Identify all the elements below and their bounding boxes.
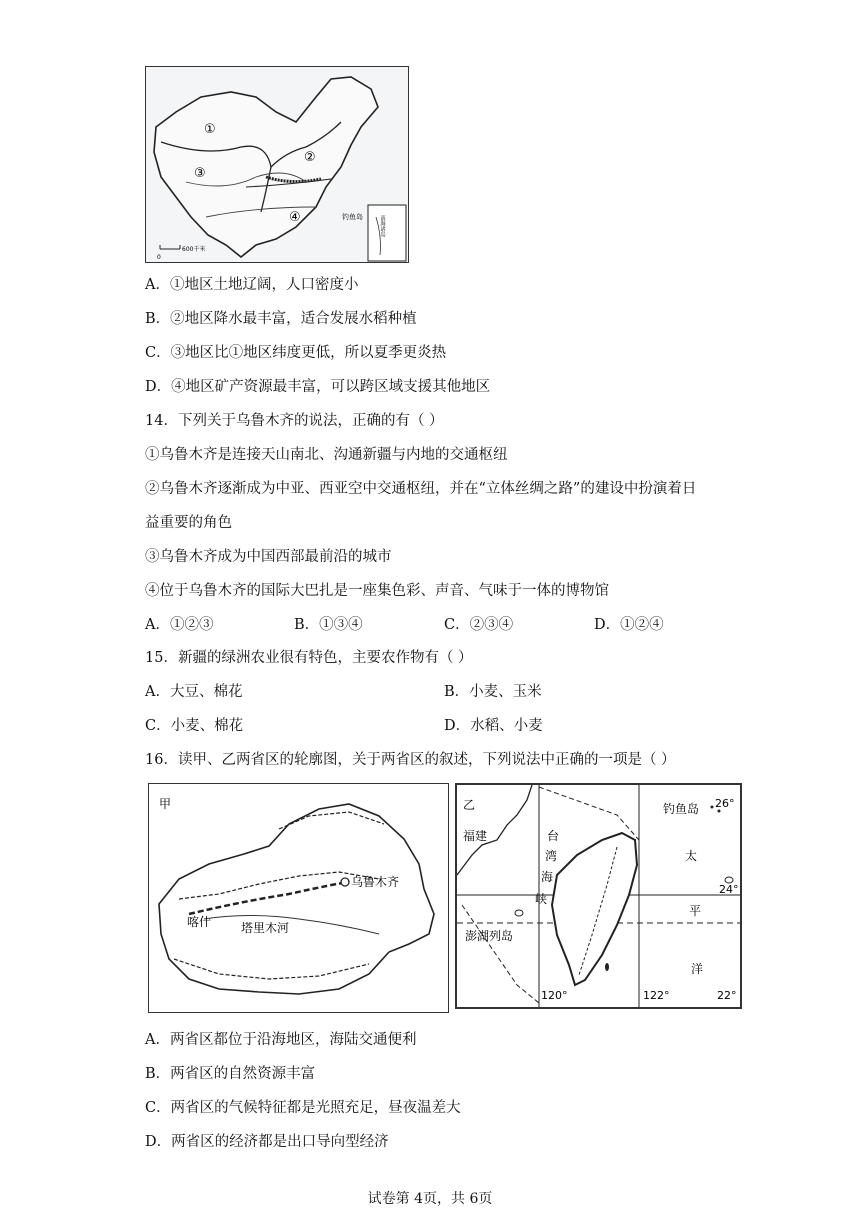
scale-end: 600千米: [182, 246, 206, 253]
region-2-label: ②: [304, 150, 316, 165]
map-yi-strait-4: 峡: [535, 892, 548, 906]
q15-option-c: C．小麦、棉花: [145, 718, 244, 734]
q14-option-c: C．②③④: [444, 617, 514, 633]
q14-item-2: ②乌鲁木齐逐渐成为中亚、西亚空中交通枢纽，并在“立体丝绸之路”的建设中扮演着日: [145, 481, 697, 497]
map-yi-strait-3: 海: [541, 870, 554, 884]
map-yi-ocean-2: 平: [689, 904, 702, 918]
region-4-label: ④: [289, 210, 301, 225]
q13-option-c: C．③地区比①地区纬度更低，所以夏季更炎热: [145, 345, 447, 361]
map-jia-kashgar-label: 喀什: [187, 915, 212, 929]
map-jia-title: 甲: [159, 797, 172, 811]
q15-option-b: B．小麦、玉米: [444, 684, 542, 700]
map-yi-penghu-label: 澎湖列岛: [465, 929, 514, 943]
map-yi-taiwan: [455, 783, 742, 1009]
q14-option-b: B．①③④: [294, 617, 363, 633]
region-3-label: ③: [194, 166, 206, 181]
map-yi-title: 乙: [463, 798, 476, 812]
region-1-label: ①: [204, 122, 216, 137]
map-yi-lon-120: 120°: [541, 989, 568, 1002]
map-yi-strait-1: 台: [547, 829, 560, 843]
q14-stem: 14．下列关于乌鲁木齐的说法，正确的有（ ）: [145, 413, 444, 429]
q16-option-d: D．两省区的经济都是出口导向型经济: [145, 1134, 389, 1150]
scale-start: 0: [157, 254, 161, 261]
q14-item-4: ④位于乌鲁木齐的国际大巴扎是一座集色彩、声音、气味于一体的博物馆: [145, 583, 609, 599]
map-yi-lon-122: 122°: [643, 989, 670, 1002]
diaoyu-island-label: 钓鱼岛: [342, 213, 363, 221]
map-jia-tarim-river-label: 塔里木河: [241, 921, 290, 935]
q13-option-b: B．②地区降水最丰富，适合发展水稻种植: [145, 311, 417, 327]
map-yi-ocean-1: 太: [685, 849, 698, 863]
map-jia-urumqi-label: 乌鲁木齐: [351, 875, 400, 889]
q14-option-a: A．①②③: [145, 617, 214, 633]
q16-option-c: C．两省区的气候特征都是光照充足，昼夜温差大: [145, 1100, 461, 1116]
map-yi-strait-2: 湾: [545, 849, 558, 863]
map-yi-diaoyu-label: 钓鱼岛: [663, 802, 700, 816]
q14-item-2-cont: 益重要的角色: [145, 515, 232, 531]
map-yi-ocean-3: 洋: [691, 962, 704, 976]
inset-label: 南海诸岛: [379, 215, 385, 237]
map-yi-lat-22: 22°: [717, 989, 737, 1002]
q13-option-a: A．①地区土地辽阔，人口密度小: [145, 277, 359, 293]
map-yi-lat-24: 24°: [719, 883, 739, 896]
q15-option-a: A．大豆、棉花: [145, 684, 243, 700]
china-regions-map: [145, 66, 409, 263]
q15-stem: 15．新疆的绿洲农业很有特色，主要农作物有（ ）: [145, 650, 473, 666]
q14-item-1: ①乌鲁木齐是连接天山南北、沟通新疆与内地的交通枢纽: [145, 447, 508, 463]
q14-option-d: D．①②④: [594, 617, 664, 633]
q16-stem: 16．读甲、乙两省区的轮廓图，关于两省区的叙述，下列说法中正确的一项是（ ）: [145, 752, 676, 768]
q15-option-d: D．水稻、小麦: [444, 718, 543, 734]
q14-item-3: ③乌鲁木齐成为中国西部最前沿的城市: [145, 549, 392, 565]
map-yi-lat-26: 26°: [715, 797, 735, 810]
map-yi-fujian-label: 福建: [463, 829, 488, 843]
page-footer: 试卷第 4页，共 6页: [367, 1191, 493, 1207]
q16-option-b: B．两省区的自然资源丰富: [145, 1066, 316, 1082]
map-jia-xinjiang: [148, 783, 449, 1013]
q13-option-d: D．④地区矿产资源最丰富，可以跨区域支援其他地区: [145, 379, 491, 395]
q16-option-a: A．两省区都位于沿海地区，海陆交通便利: [145, 1032, 417, 1048]
